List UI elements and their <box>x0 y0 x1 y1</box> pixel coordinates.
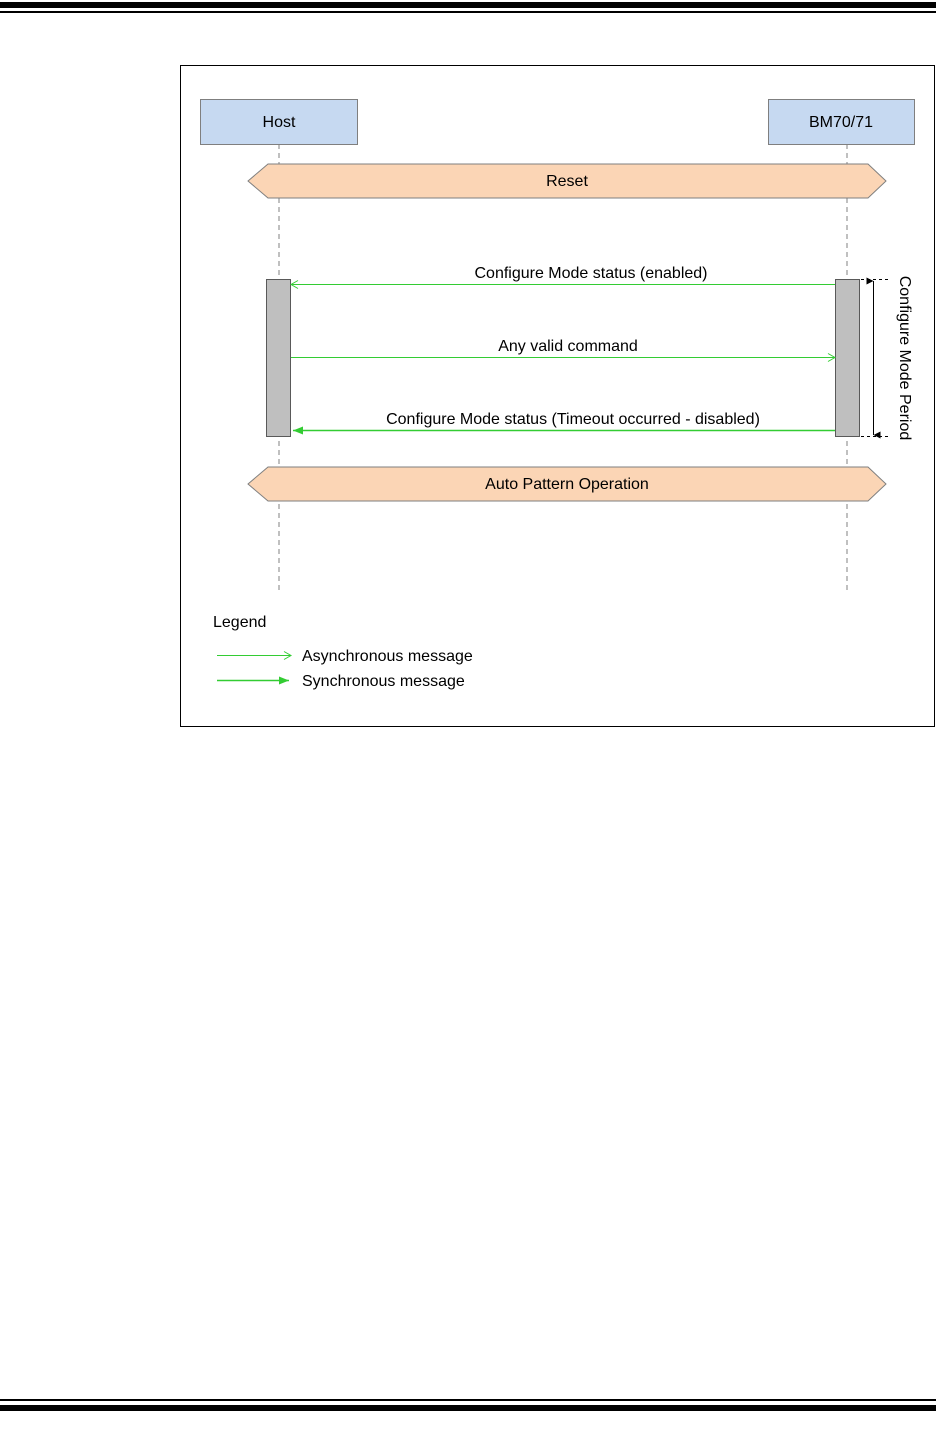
legend-async-label: Asynchronous message <box>302 648 473 665</box>
legend-sync-label: Synchronous message <box>302 673 465 690</box>
auto-pattern-band-label: Auto Pattern Operation <box>485 476 649 493</box>
activation-bm <box>836 280 860 437</box>
reset-band-label: Reset <box>546 173 588 190</box>
activation-host <box>267 280 291 437</box>
participant-host-label: Host <box>262 114 296 131</box>
message-any-valid-command-label: Any valid command <box>498 338 638 355</box>
bottom-rule-thick <box>0 1405 936 1411</box>
message-configure-enabled-label: Configure Mode status (enabled) <box>474 265 708 282</box>
participant-bm <box>769 100 915 145</box>
bottom-rule-thin <box>0 1399 936 1401</box>
auto-pattern-band <box>248 467 886 501</box>
period-label: Configure Mode Period <box>896 275 913 441</box>
message-configure-timeout-label: Configure Mode status (Timeout occurred - disabled) <box>386 411 760 428</box>
legend-title: Legend <box>213 614 267 631</box>
participant-bm-label: BM70/71 <box>808 114 874 131</box>
participant-host <box>201 100 358 145</box>
reset-band <box>248 164 886 198</box>
